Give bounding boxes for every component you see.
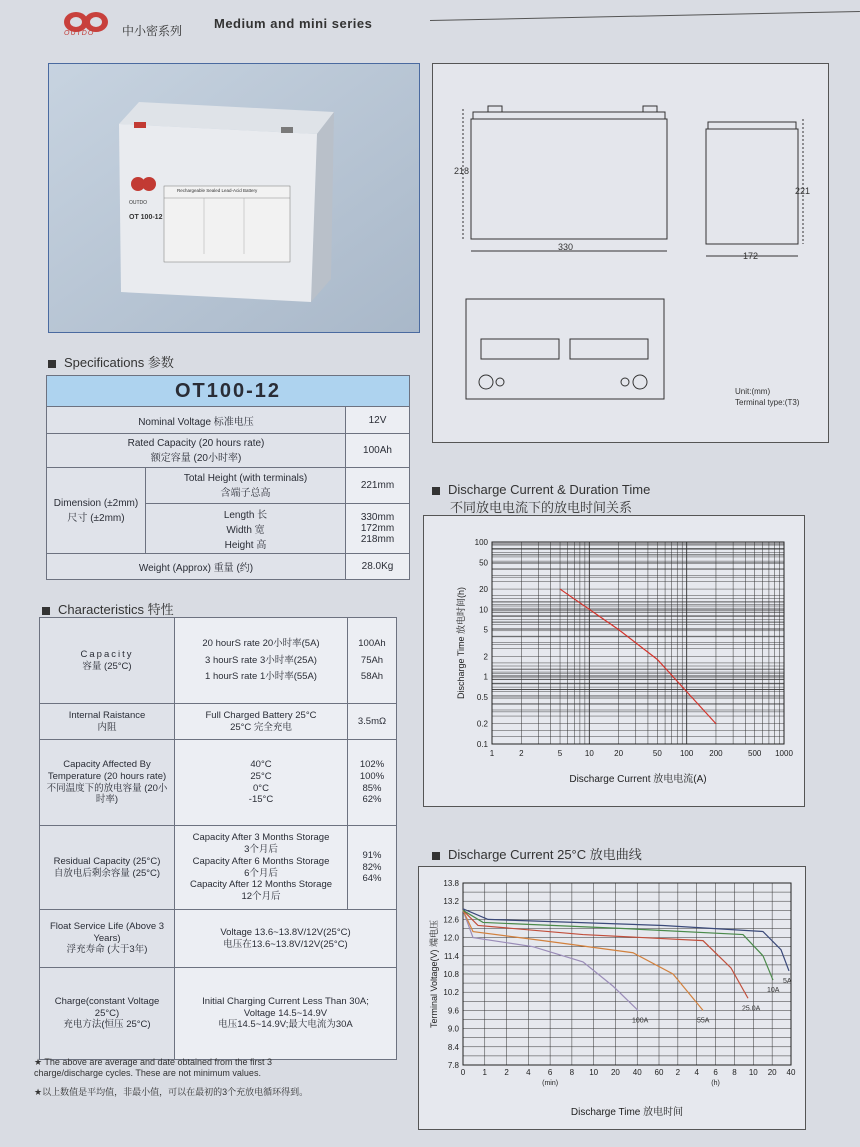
chart1-plot-border: [492, 542, 784, 744]
dim-height-a: 218: [454, 166, 470, 176]
chart2-ytick: 9.6: [447, 1006, 459, 1016]
chart1-ylabel: Discharge Time 放电时间(h): [456, 586, 466, 700]
temperature-values: 102% 100% 85% 62%: [348, 740, 397, 826]
dim-unit: Unit:(mm): [735, 387, 771, 396]
specs-table: [46, 375, 410, 580]
chart2-frame: [418, 866, 806, 1130]
residual-capacity-label: Residual Capacity (25°C) 自放电后剩余容量 (25°C): [40, 826, 175, 910]
chart1-xtick: 500: [748, 749, 762, 758]
chart2-heading: Discharge Current 25°C 放电曲线: [432, 844, 642, 863]
chart2-xtick-min: 6: [547, 1068, 553, 1077]
chart2-curve-label: 55A: [697, 1017, 710, 1025]
brand-name: OUTDO: [64, 30, 95, 37]
chart1-ytick: 0.2: [476, 719, 488, 729]
chart2-xlabel: Discharge Time 放电时间: [570, 1107, 684, 1118]
chart2-ytick: 12.6: [443, 915, 459, 925]
rated-capacity-label: Rated Capacity (20 hours rate) 额定容量 (20小时率): [47, 434, 346, 468]
chart2-curve-label: 25.0A: [742, 1005, 761, 1013]
chart1-xtick: 50: [652, 749, 662, 758]
chart2-curve-4: [463, 909, 789, 971]
chart2-ytick: 10.8: [443, 970, 459, 979]
chart2-xtick-h: 8: [732, 1068, 737, 1077]
chart1-ytick: 5: [483, 625, 488, 635]
charge-method-detail: Initial Charging Current Less Than 30A; Voltage 14.5~14.9V 电压14.5~14.9V;最大电流为30A: [175, 968, 397, 1060]
chart1-ytick: 50: [479, 558, 488, 568]
characteristics-table: [39, 617, 397, 1060]
photo-model-label: OT 100-12: [129, 214, 163, 221]
chart2-xtick-h: 40: [786, 1068, 796, 1077]
weight-value: 28.0Kg: [346, 554, 410, 580]
internal-resistance-condition: Full Charged Battery 25°C 25°C 完全充电: [175, 704, 348, 740]
chart2-xtick-min: 20: [610, 1068, 620, 1077]
chart1-ytick: 100: [474, 538, 488, 547]
photo-battery-title: Rechargeable Sealed Lead-Acid Battery: [177, 188, 258, 193]
chart2-xtick-h: 2: [675, 1068, 681, 1077]
dimension-drawing: [432, 63, 829, 443]
chart1-ytick: 10: [479, 605, 488, 615]
chart2-ylabel: Terminal Voltage(V) 端电压: [429, 919, 439, 1029]
photo-battery-brand: OUTDO: [129, 200, 148, 206]
residual-storage-list: Capacity After 3 Months Storage 3个月后 Capacity After 6 Months Storage 6个月后 Capacity After 12 Months Storage 12个月后: [175, 826, 348, 910]
capacity-label: Capacity 容量 (25°C): [40, 618, 175, 704]
chart2-curve-3: [463, 910, 773, 980]
chart2-xtick-h: 4: [694, 1068, 699, 1077]
weight-label: Weight (Approx) 重量 (约): [47, 554, 346, 580]
residual-values: 91% 82% 64%: [348, 826, 397, 910]
chart1-xtick: 10: [584, 749, 594, 758]
chart2-ytick: 9.0: [447, 1024, 459, 1034]
model-name: OT100-12: [47, 376, 410, 407]
dim-width: 330: [558, 242, 574, 252]
lwh-values: 330mm 172mm 218mm: [346, 504, 410, 554]
chart1-xtick: 100: [679, 749, 694, 758]
capacity-rates: 20 hourS rate 20小时率(5A) 3 hourS rate 3小时率(25A) 1 hourS rate 1小时率(55A): [175, 618, 348, 704]
chart2-ytick: 13.8: [443, 879, 459, 888]
internal-resistance-label: Internal Raistance 内阻: [40, 704, 175, 740]
chart2-curve-label: 10A: [767, 987, 780, 995]
chart2-xtick-min: 0: [460, 1068, 466, 1077]
chart1-xtick: 200: [709, 749, 723, 758]
series-title-cn: 中小密系列: [122, 24, 183, 38]
chart2-unit-min: (min): [542, 1080, 559, 1087]
lwh-labels: Length 长 Width 宽 Height 高: [146, 504, 346, 554]
chart1-xtick: 20: [614, 749, 624, 758]
chart2-xtick-min: 4: [526, 1068, 531, 1077]
nominal-voltage-value: 12V: [346, 407, 410, 434]
temperature-list: 40°C 25°C 0°C -15°C: [175, 740, 348, 826]
chart2-ytick: 7.8: [447, 1061, 459, 1070]
chart1-ytick: 1: [483, 672, 488, 682]
temperature-label: Capacity Affected By Temperature (20 hours rate) 不同温度下的放电容量 (20小时率): [40, 740, 175, 826]
total-height-label: Total Height (with terminals) 含端子总高: [146, 468, 346, 504]
charge-method-label: Charge(constant Voltage 25°C) 充电方法(恒压 25°C): [40, 968, 175, 1060]
footnote-en: ★ The above are average and date obtained from the first 3 charge/discharge cycles. These are not minimum values.: [34, 1057, 273, 1078]
chart1-xtick: 2: [519, 749, 524, 758]
chart2-unit-h: (h): [711, 1080, 720, 1087]
chart2-xtick-min: 40: [632, 1068, 642, 1077]
capacity-values: 100Ah 75Ah 58Ah: [348, 618, 397, 704]
internal-resistance-value: 3.5mΩ: [348, 704, 397, 740]
chart1-xtick: 1: [489, 749, 495, 758]
chart2-curve-label: 100A: [632, 1017, 649, 1025]
rated-capacity-value: 100Ah: [346, 434, 410, 468]
series-title-en: Medium and mini series: [214, 16, 373, 31]
chart1-frame: [423, 515, 805, 807]
dimension-label: Dimension (±2mm) 尺寸 (±2mm): [47, 468, 146, 554]
chart2-ytick: 11.4: [444, 951, 459, 961]
chart1-ytick: 20: [479, 585, 488, 595]
chart1-subtitle: 不同放电电流下的放电时间关系: [450, 500, 633, 515]
chart2-ytick: 13.2: [443, 897, 459, 907]
chart1-xtick: 1000: [775, 749, 793, 758]
chart2-xtick-min: 10: [589, 1068, 599, 1077]
chart2-xtick-h: 6: [713, 1068, 718, 1077]
chart2-xtick-h: 20: [767, 1068, 777, 1077]
total-height-value: 221mm: [346, 468, 410, 504]
chart2-xtick-min: 1: [482, 1068, 488, 1077]
chart2-svg: [419, 867, 805, 1129]
dim-height-b: 221: [795, 186, 811, 196]
float-voltage: Voltage 13.6~13.8V/12V(25°C) 电压在13.6~13.8V/12V(25°C): [175, 910, 397, 968]
chart2-xtick-h: 10: [748, 1068, 758, 1077]
chart2-ytick: 12.0: [443, 933, 459, 943]
specs-heading: Specifications 参数: [48, 352, 174, 371]
header-rule: [430, 11, 860, 21]
chart2-xtick-min: 60: [654, 1068, 664, 1077]
chart1-xlabel: Discharge Current 放电电流(A): [569, 774, 707, 785]
chart2-xtick-min: 2: [504, 1068, 509, 1077]
chart2-xtick-min: 8: [569, 1068, 575, 1077]
chart1-heading: Discharge Current & Duration Time: [432, 482, 650, 497]
product-photo: [48, 63, 420, 333]
chart1-ytick: 0.5: [476, 692, 488, 702]
nominal-voltage-label: Nominal Voltage 标准电压: [47, 407, 346, 434]
chart2-ytick: 10.2: [443, 988, 459, 998]
chart1-xtick: 5: [557, 749, 563, 758]
footnote-cn: ★以上数值是平均值，非最小值，可以在最初的3个充放电循环得到。: [34, 1087, 309, 1097]
characteristics-heading: Characteristics 特性: [42, 599, 174, 618]
chart1-svg: [424, 516, 804, 806]
float-life-label: Float Service Life (Above 3 Years) 浮充寿命 (大于3年): [40, 910, 175, 968]
chart2-ytick: 8.4: [447, 1042, 459, 1052]
chart2-curve-label: 5A: [783, 977, 792, 985]
dim-terminal: Terminal type:(T3): [735, 398, 800, 407]
chart1-ytick: 2: [483, 652, 488, 662]
chart1-ytick: 0.1: [476, 740, 488, 749]
dim-depth: 172: [743, 251, 759, 261]
